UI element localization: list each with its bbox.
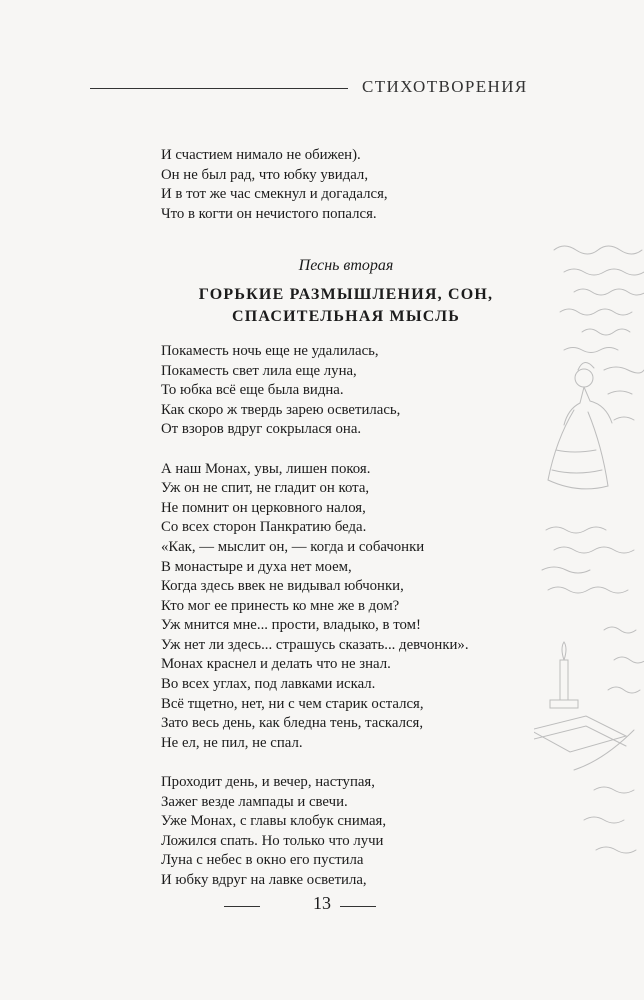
stanza-3 [161,773,541,891]
page-number: 13 [313,893,331,913]
poem-line: В монастыре и духа нет моем, [161,558,352,575]
poem-line: Не помнит он церковного налоя, [161,499,366,516]
stanza-2 [161,460,541,754]
poem-line: А наш Монах, увы, лишен покоя. [161,460,371,477]
poem-line: Уже Монах, с главы клобук снимая, [161,813,387,830]
decorative-sketch-illustration [534,230,644,870]
poem-line: Зажег везде лампады и свечи. [161,793,348,810]
song-title-line: ГОРЬКИЕ РАЗМЫШЛЕНИЯ, СОН, [198,285,494,303]
poem-line: Со всех сторон Панкратию беда. [161,519,367,536]
poem-line: Кто мог ее принесть ко мне же в дом? [161,597,400,614]
poem-line: «Как, — мыслит он, — когда и собачонки [161,538,425,555]
poem-line: Не ел, не пил, не спал. [161,734,303,751]
song-label: Песнь вторая [298,257,394,275]
poem-text [161,146,541,891]
poem-line: Зато весь день, как бледна тень, таскался, [161,715,424,732]
poem-line: Во всех углах, под лавками искал. [161,676,376,693]
stanza-gap [161,753,541,773]
poem-line: Как скоро ж твердь зарею осветилась, [161,401,401,418]
running-head: СТИХОТВОРЕНИЯ [362,77,528,96]
poem-line: Уж нет ли здесь... страшусь сказать... девчонки». [161,636,469,653]
stanza-gap [161,440,541,460]
poem-line: Уж мнится мне... прости, владыко, в том! [161,617,421,634]
poem-line: И в тот же час смекнул и догадался, [161,186,388,203]
stanza-top [161,146,541,224]
poem-line: Покаместь ночь еще не удалилась, [161,342,379,359]
poem-line: Проходит день, и вечер, наступая, [161,774,375,791]
poem-line: Ложился спать. Но только что лучи [161,832,384,849]
poem-line: Всё тщетно, нет, ни с чем старик остался, [161,695,424,712]
poem-line: И счастием нимало не обижен). [161,147,361,163]
poem-line: И юбку вдруг на лавке осветила, [161,872,367,888]
poem-line: Покаместь свет лила еще луна, [161,362,357,379]
stanza-1 [161,342,541,440]
poem-line: Монах краснел и делать что не знал. [161,656,391,673]
poem-line: Что в когти он нечистого попался. [161,205,377,222]
folio-dash-right [340,906,376,907]
poem-line: Уж он не спит, не гладит он кота, [161,480,370,497]
header-rule [90,88,348,89]
poem-line: Луна с небес в окно его пустила [161,852,364,869]
poem-line: От взоров вдруг сокрылася она. [161,421,362,438]
poem-line: Когда здесь ввек не видывал юбчонки, [161,578,404,595]
song-title [151,284,541,328]
song-title-line: СПАСИТЕЛЬНАЯ МЫСЛЬ [231,307,460,325]
poem-line: Он не был рад, что юбку увидал, [161,166,369,183]
poem-line: То юбка всё еще была видна. [161,382,344,399]
